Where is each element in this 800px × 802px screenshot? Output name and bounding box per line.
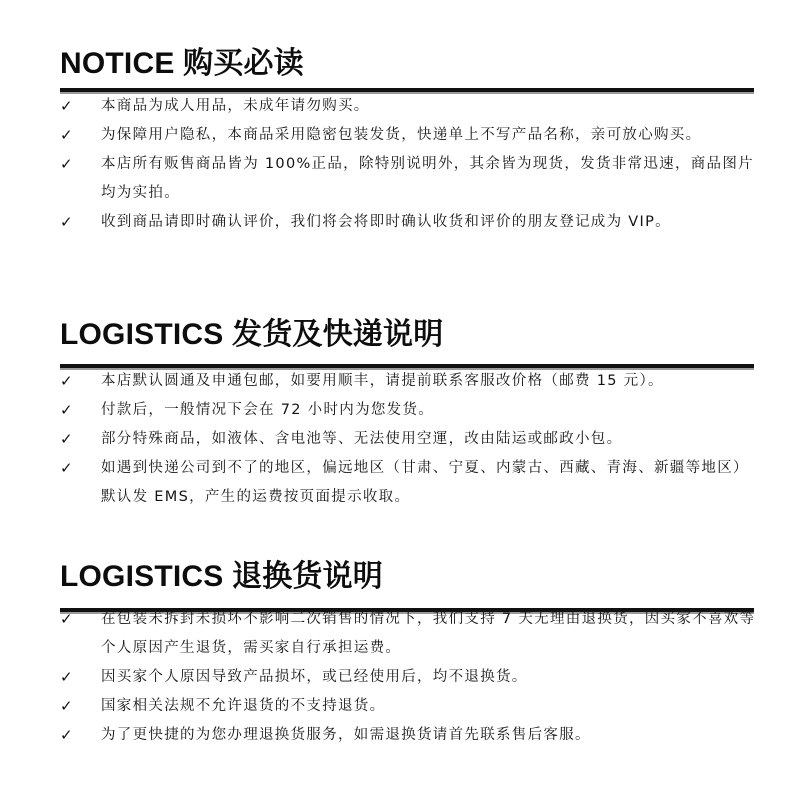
shipping-list — [0, 367, 800, 512]
checkmark-icon: ✓ — [60, 126, 73, 144]
list-item-text: 收到商品请即时确认评价，我们将会将即时确认收货和评价的朋友登记成为 VIP。 — [101, 214, 671, 230]
section-title: LOGISTICS 发货及快递说明 — [60, 318, 444, 351]
list-item — [0, 396, 800, 425]
checkmark-icon: ✓ — [60, 97, 73, 115]
list-item-text: 付款后，一般情况下会在 72 小时内为您发货。 — [101, 402, 435, 418]
section-title: LOGISTICS 退换货说明 — [60, 560, 384, 593]
list-item — [0, 692, 800, 721]
list-item — [0, 150, 800, 208]
list-item-text: 部分特殊商品，如液体、含电池等、无法使用空運，改由陆运或邮政小包。 — [101, 431, 623, 447]
list-item — [0, 721, 800, 750]
list-item — [0, 92, 800, 121]
list-item — [0, 121, 800, 150]
list-item — [0, 425, 800, 454]
returns-list — [0, 605, 800, 750]
checkmark-icon: ✓ — [60, 213, 73, 231]
list-item-text: 本店所有贩售商品皆为 100%正品，除特别说明外，其余皆为现货，发货非常迅速，商品图片均为实拍。 — [101, 156, 754, 201]
list-item-text: 国家相关法规不允许退货的不支持退货。 — [101, 698, 386, 714]
list-item-text: 在包装未拆封未损坏不影响二次销售的情况下，我们支持 7 天无理由退换货，因买家不喜欢等个人原因产生退货，需买家自行承担运费。 — [101, 611, 756, 656]
checkmark-icon: ✓ — [60, 697, 73, 715]
checkmark-icon: ✓ — [60, 372, 73, 390]
list-item — [0, 208, 800, 237]
list-item-text: 为了更快捷的为您办理退换货服务，如需退换货请首先联系售后客服。 — [101, 727, 591, 743]
list-item — [0, 663, 800, 692]
list-item-text: 因买家个人原因导致产品损坏，或已经使用后，均不退换货。 — [101, 669, 528, 685]
checkmark-icon: ✓ — [60, 401, 73, 419]
list-item — [0, 454, 800, 512]
list-item-text: 如遇到快递公司到不了的地区，偏远地区（甘肃、宁夏、内蒙古、西藏、青海、新疆等地区）默认发 EMS，产生的运费按页面提示收取。 — [101, 460, 749, 505]
checkmark-icon: ✓ — [60, 459, 73, 477]
checkmark-icon: ✓ — [60, 726, 73, 744]
checkmark-icon: ✓ — [60, 610, 73, 628]
checkmark-icon: ✓ — [60, 430, 73, 448]
list-item — [0, 367, 800, 396]
checkmark-icon: ✓ — [60, 668, 73, 686]
list-item-text: 本商品为成人用品，未成年请勿购买。 — [101, 98, 370, 114]
checkmark-icon: ✓ — [60, 155, 73, 173]
list-item-text: 为保障用户隐私，本商品采用隐密包装发货，快递单上不写产品名称，亲可放心购买。 — [101, 127, 702, 143]
list-item-text: 本店默认圆通及申通包邮，如要用顺丰，请提前联系客服改价格（邮费 15 元）。 — [101, 373, 664, 389]
notice-list — [0, 92, 800, 237]
section-title: NOTICE 购买必读 — [60, 47, 304, 80]
list-item — [0, 605, 800, 663]
